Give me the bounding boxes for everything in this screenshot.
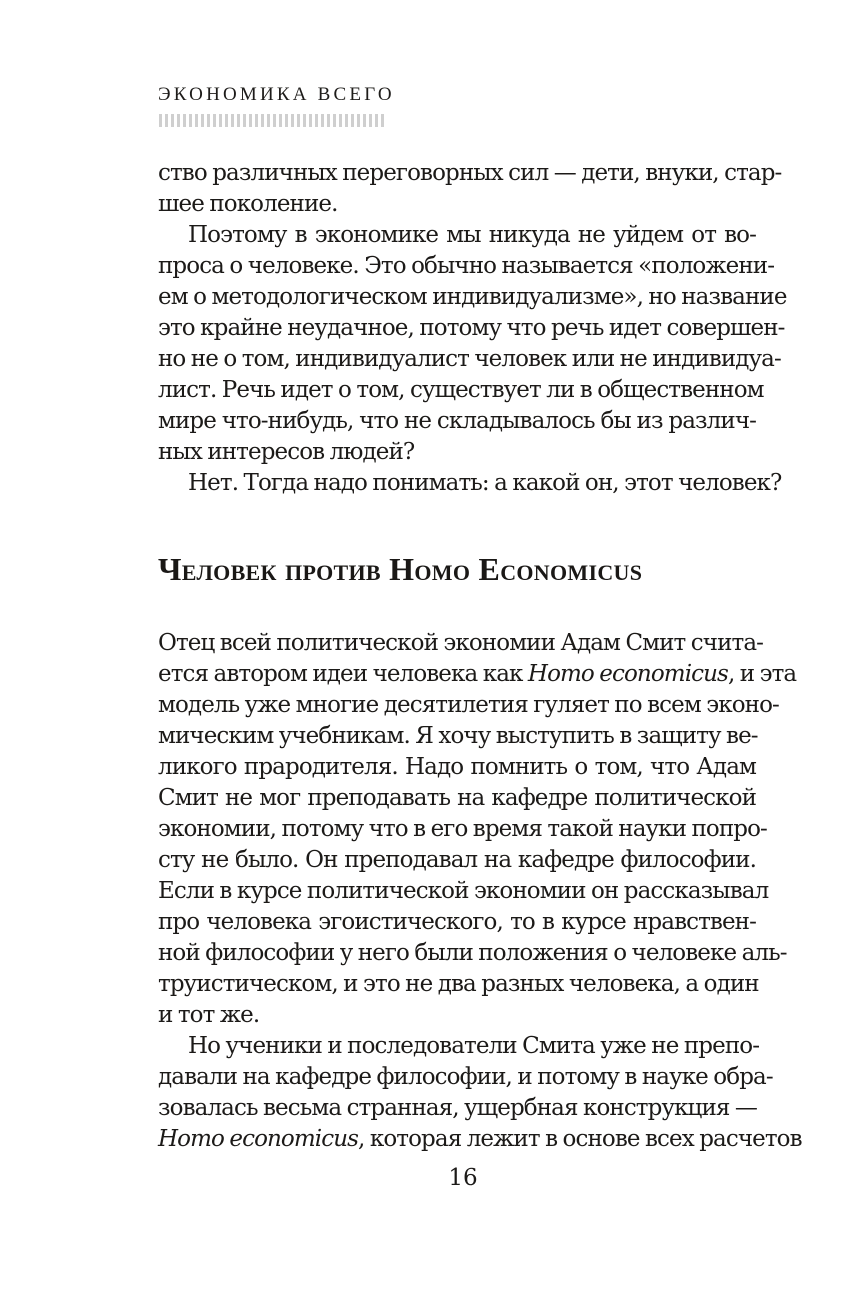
paragraph-first-line: Но ученики и последователи Смита уже не препо- — [188, 1033, 760, 1059]
text-line: проса о человеке. Это обычно называется «положени- — [158, 253, 775, 279]
text-segment: , которая лежит в основе всех расчетов — [358, 1126, 802, 1152]
body-text-block-2 — [158, 628, 802, 1155]
paragraph-first-line: Поэтому в экономике мы никуда не уйдем от во- — [188, 222, 756, 248]
text-line: давали на кафедре философии, и потому в науке обра- — [158, 1064, 773, 1090]
text-segment: ется автором идеи человека как — [158, 661, 528, 687]
running-head-decorative-rule — [159, 114, 384, 127]
text-line: сту не было. Он преподавал на кафедре философии. — [158, 847, 756, 873]
paragraph-first-line: Нет. Тогда надо понимать: а какой он, этот человек? — [188, 470, 782, 496]
text-line: шее поколение. — [158, 191, 338, 217]
text-line: ных интересов людей? — [158, 439, 415, 465]
text-line: про человека эгоистического, то в курсе нравствен- — [158, 909, 756, 935]
text-line: мире что-нибудь, что не складывалось бы из различ- — [158, 408, 756, 434]
section-heading: Человек против Homo Economicus — [158, 551, 643, 587]
text-line: но не о том, индивидуалист человек или не индивидуа- — [158, 346, 781, 372]
text-line: зовалась весьма странная, ущербная конструкция — — [158, 1095, 758, 1121]
body-text-block-1 — [158, 158, 787, 499]
text-line: модель уже многие десятилетия гуляет по всем эконо- — [158, 692, 779, 718]
text-line-with-italic — [158, 1124, 802, 1155]
text-line: Смит не мог преподавать на кафедре политической — [158, 785, 756, 811]
text-line-with-italic — [158, 659, 797, 690]
text-line: это крайне неудачное, потому что речь идет совершен- — [158, 315, 785, 341]
running-head-title: ЭКОНОМИКА ВСЕГО — [158, 84, 395, 105]
page-number: 16 — [448, 1165, 478, 1191]
text-line: ликого прародителя. Надо помнить о том, что Адам — [158, 754, 756, 780]
text-line: экономии, потому что в его время такой науки попро- — [158, 816, 767, 842]
text-line: Если в курсе политической экономии он рассказывал — [158, 878, 769, 904]
text-line: и тот же. — [158, 1002, 260, 1028]
text-line: Отец всей политической экономии Адам Смит счита- — [158, 630, 764, 656]
text-line: лист. Речь идет о том, существует ли в общественном — [158, 377, 764, 403]
italic-term: Homo economicus — [527, 661, 728, 687]
text-line: ство различных переговорных сил — дети, внуки, стар- — [158, 160, 782, 186]
text-segment: , и эта — [727, 661, 797, 687]
text-line: ем о методологическом индивидуализме», но название — [158, 284, 787, 310]
text-line: ной философии у него были положения о человеке аль- — [158, 940, 787, 966]
italic-term: Homo economicus — [158, 1126, 359, 1152]
text-line: мическим учебникам. Я хочу выступить в защиту ве- — [158, 723, 758, 749]
text-line: труистическом, и это не два разных человека, а один — [158, 971, 759, 997]
